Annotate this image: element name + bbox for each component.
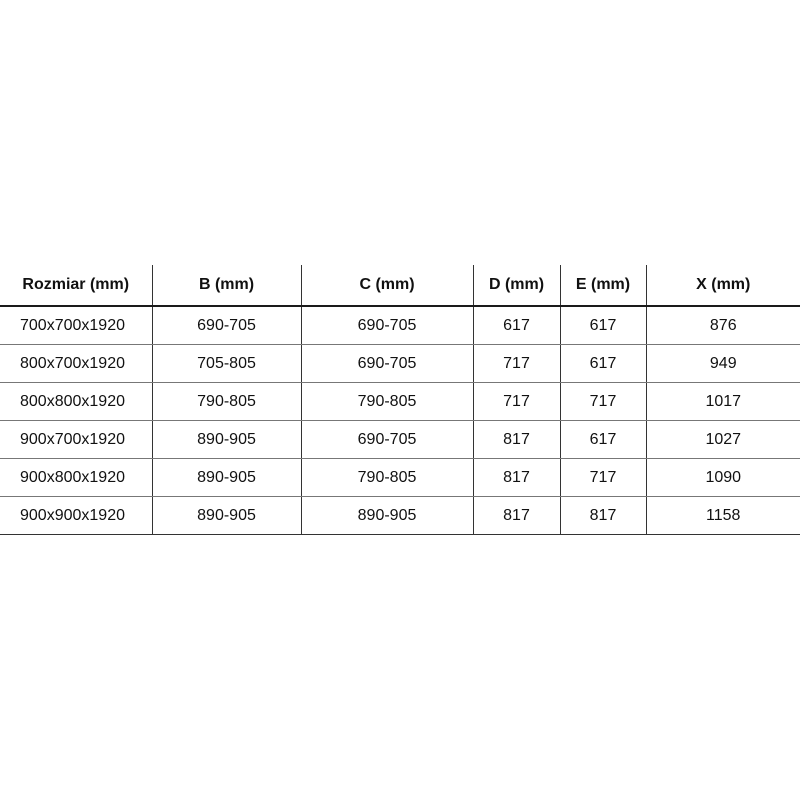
cell-c: 890-905 — [301, 497, 473, 535]
cell-e: 717 — [560, 459, 646, 497]
cell-c: 790-805 — [301, 383, 473, 421]
cell-b: 890-905 — [152, 497, 301, 535]
table-row — [0, 383, 800, 421]
cell-x: 1158 — [646, 497, 800, 535]
header-e: E (mm) — [560, 265, 646, 306]
cell-b: 890-905 — [152, 459, 301, 497]
cell-d: 817 — [473, 497, 560, 535]
header-x: X (mm) — [646, 265, 800, 306]
cell-d: 817 — [473, 421, 560, 459]
header-d: D (mm) — [473, 265, 560, 306]
table-row — [0, 306, 800, 345]
table-row — [0, 345, 800, 383]
cell-d: 617 — [473, 306, 560, 345]
cell-d: 717 — [473, 345, 560, 383]
header-b: B (mm) — [152, 265, 301, 306]
cell-x: 876 — [646, 306, 800, 345]
cell-c: 690-705 — [301, 345, 473, 383]
cell-b: 790-805 — [152, 383, 301, 421]
cell-x: 1090 — [646, 459, 800, 497]
cell-rozmiar: 900x700x1920 — [0, 421, 152, 459]
cell-c: 690-705 — [301, 421, 473, 459]
header-c: C (mm) — [301, 265, 473, 306]
dimensions-table-container — [0, 265, 800, 535]
cell-b: 890-905 — [152, 421, 301, 459]
cell-d: 717 — [473, 383, 560, 421]
header-row — [0, 265, 800, 306]
cell-x: 1027 — [646, 421, 800, 459]
table-body — [0, 306, 800, 535]
cell-e: 817 — [560, 497, 646, 535]
cell-rozmiar: 900x800x1920 — [0, 459, 152, 497]
table-row — [0, 497, 800, 535]
cell-b: 705-805 — [152, 345, 301, 383]
cell-e: 617 — [560, 345, 646, 383]
header-rozmiar: Rozmiar (mm) — [0, 265, 152, 306]
cell-e: 617 — [560, 306, 646, 345]
dimensions-table — [0, 265, 800, 535]
cell-rozmiar: 700x700x1920 — [0, 306, 152, 345]
cell-rozmiar: 800x800x1920 — [0, 383, 152, 421]
cell-d: 817 — [473, 459, 560, 497]
table-row — [0, 421, 800, 459]
table-row — [0, 459, 800, 497]
table-header — [0, 265, 800, 306]
cell-x: 949 — [646, 345, 800, 383]
cell-x: 1017 — [646, 383, 800, 421]
cell-c: 690-705 — [301, 306, 473, 345]
cell-rozmiar: 800x700x1920 — [0, 345, 152, 383]
cell-c: 790-805 — [301, 459, 473, 497]
cell-e: 617 — [560, 421, 646, 459]
cell-e: 717 — [560, 383, 646, 421]
cell-b: 690-705 — [152, 306, 301, 345]
cell-rozmiar: 900x900x1920 — [0, 497, 152, 535]
